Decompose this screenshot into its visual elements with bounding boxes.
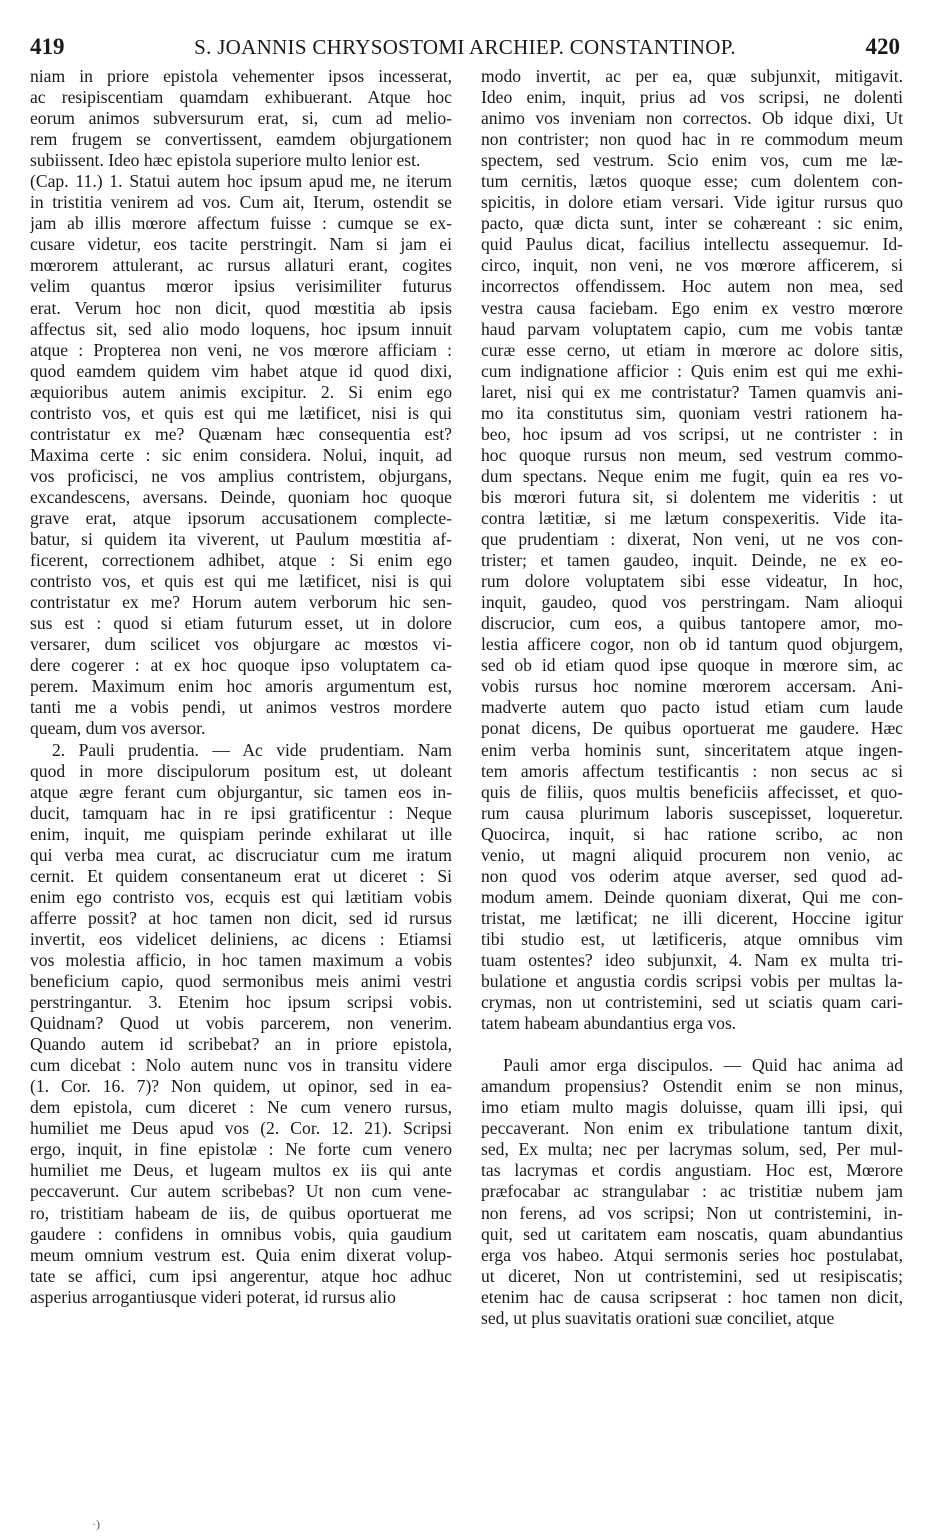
text-line: imo etiam multo magis doluisse, quam illi ipsi, qui [481, 1097, 903, 1118]
text-line: contra lætitiæ, si me lætum conspexeritis. Vide ita- [481, 507, 903, 528]
text-line: queam, dum vos aversor. [30, 718, 206, 739]
text-line: affectus sit, sed alio modo loquens, hoc ipsum innuit [30, 318, 452, 339]
text-line: curæ esse cerno, ut etiam in mœrore ac dolore sitis, [481, 339, 903, 360]
text-line: Quidnam? Quod ut vobis parcerem, non venerim. [30, 1013, 452, 1034]
text-line: tristat, me lætificat; ne illi dicerent, Hoccine igitur [481, 907, 903, 928]
running-title: S. JOANNIS CHRYSOSTOMI ARCHIEP. CONSTANTINOP. [194, 35, 736, 59]
text-line: haud parvam voluptatem capio, cum me vobis tantæ [481, 318, 903, 339]
text-line: vos molestia afficio, in hoc tamen maximum a vobis [30, 949, 452, 970]
text-line: humiliet me Deus apud vos (2. Cor. 12. 21). Scripsi [30, 1118, 452, 1139]
text-line: jam ab illis mœrore affectum fuisse : cumque se ex- [30, 213, 452, 234]
text-line: cusare videtur, eos tacite perstringit. Nam si jam ei [30, 234, 452, 255]
text-line: contristatur ex me? Horum autem verborum hic sen- [30, 592, 452, 613]
text-line: rem frugem se convertissent, eamdem objurgationem [30, 129, 452, 150]
text-line: Quocirca, inquit, si hac ratione scribo, ac non [481, 823, 903, 844]
text-line: (1. Cor. 16. 7)? Non quidem, ut opinor, sed in ea- [30, 1076, 452, 1097]
text-line: quod in more discipulorum positum est, ut doleant [30, 760, 452, 781]
text-line: spicitis, in dolore etiam versari. Vide igitur rursus quo [481, 192, 903, 213]
text-line [481, 1034, 903, 1055]
text-line: asperius arrogantiusque videri poterat, id rursus alio [30, 1286, 396, 1307]
text-line: quit, sed ut caritatem eam noscatis, quam abundantius [481, 1223, 903, 1244]
text-line: præfocabar ac strangulabar : ac tristitiæ nubem jam [481, 1181, 903, 1202]
running-header [30, 30, 900, 64]
text-line: sus est : quod si etiam futurum esset, ut in dolore [30, 613, 452, 634]
text-line: non contrister; non quod hac in re commodum meum [481, 129, 903, 150]
text-line: beo, hoc ipsum ad vos scripsi, ut ne contrister : in [481, 423, 903, 444]
text-line: mœrorem attulerant, ac rursus allaturi erant, cogites [30, 255, 452, 276]
page-number-right: 420 [865, 34, 900, 59]
text-line: humiliet me Deus, et lugeam multos ex iis qui ante [30, 1160, 452, 1181]
text-line: non quod vos oderim atque averser, sed quod ad- [481, 865, 903, 886]
text-line: tate se affici, cum ipsi angerentur, atque hoc adhuc [30, 1265, 452, 1286]
text-line: sed ob id etiam quod ipse quoque in mœrore sim, ac [481, 655, 903, 676]
text-line: contristo vos, et quis est qui me lætificet, nisi is qui [30, 402, 452, 423]
text-line: hoc quoque rursus non meum, sed vestrum commo- [481, 444, 903, 465]
text-line: quis de filiis, quos multis beneficiis affecisset, et quo- [481, 781, 903, 802]
text-line: discrucior, cum eos, a quibus tantopere amor, mo- [481, 613, 903, 634]
text-line: pacto, quæ dicta sunt, inter se cohæreant : sic enim, [481, 213, 903, 234]
text-line: sed, ut plus suavitatis orationi suæ conciliet, atque [481, 1307, 835, 1328]
text-line: dum spectans. Neque enim me fugit, quin ea res vo- [481, 465, 903, 486]
text-line: tanti me a vobis pendi, ut animos vestros mordere [30, 697, 452, 718]
text-line: perstringantur. 3. Etenim hoc ipsum scripsi vobis. [30, 992, 452, 1013]
text-line: dere cogerer : at ex hoc quoque ipso voluptatem ca- [30, 655, 452, 676]
text-line: enim ego contristo vos, ecquis est qui lætitiam vobis [30, 886, 452, 907]
text-line: contristo vos, et quis est qui me lætificet, nisi is qui [30, 571, 452, 592]
text-line: æquioribus autem animis excipitur. 2. Si enim ego [30, 381, 452, 402]
text-line: bis mœrori futura sit, si dolentem me videritis : ut [481, 486, 903, 507]
text-line: inquit, gaudeo, quod vos perstringam. Nam alioqui [481, 592, 903, 613]
text-line: atque : Propterea non veni, ne vos mœrore afficiam : [30, 339, 452, 360]
text-line: perem. Maximum enim hoc amoris argumentum est, [30, 676, 452, 697]
text-line: versarer, dum scilicet vos objurgare ac mœstos vi- [30, 634, 452, 655]
text-line: qui verba mea curat, ac discruciatur cum me iratum [30, 844, 452, 865]
text-line: etenim hac de causa scripserat : hoc tamen non dicit, [481, 1286, 903, 1307]
text-line: (Cap. 11.) 1. Statui autem hoc ipsum apud me, ne iterum [30, 171, 452, 192]
text-line: vos proficisci, ne vos amplius contristem, objurgans, [30, 465, 452, 486]
text-line: venio, ut magni aliquid procurem non venio, ac [481, 844, 903, 865]
text-line: mo ita constitutus sim, quoniam vestri rationem ha- [481, 402, 903, 423]
text-line: tum cernitis, lætos quoque esse; cum dolentem con- [481, 171, 903, 192]
text-line: Ideo enim, inquit, prius ad vos scripsi, ne dolenti [481, 87, 903, 108]
text-line: tibi studio est, ut lætificeris, atque omnibus vim [481, 928, 903, 949]
left-text-column [30, 66, 452, 1308]
text-line: tas lacrymas et cordis angustiam. Hoc est, Mœrore [481, 1160, 903, 1181]
text-line: ergo, inquit, in fine epistolæ : Ne forte cum venero [30, 1139, 452, 1160]
text-line: rum dolore voluptatem sibi esse videatur, In hoc, [481, 571, 903, 592]
text-line: niam in priore epistola vehementer ipsos incesserat, [30, 66, 452, 86]
text-line: contristatur ex me? Quænam hæc consequentia est? [30, 423, 452, 444]
text-line: atque ægre ferant cum objurgantur, sic tamen eos in- [30, 781, 452, 802]
text-line: in tristitia venirem ad vos. Cum ait, Iterum, ostendit se [30, 192, 452, 213]
text-line: modo invertit, ac per ea, quæ subjunxit, mitigavit. [481, 66, 903, 86]
text-line: excandescens, aversans. Deinde, quoniam hoc quoque [30, 486, 452, 507]
text-line: que prudentiam : dixerat, Non veni, ut ne vos con- [481, 529, 903, 550]
text-line: invertit, eos videlicet deliniens, ac dicens : Etiamsi [30, 928, 452, 949]
right-text-column [481, 66, 903, 1329]
text-line: bulatione et angustia cordis scripsi vobis per multas la- [481, 971, 903, 992]
text-line: ut diceret, Non ut contristemini, sed ut resipiscatis; [481, 1265, 903, 1286]
text-line: subiissent. Ideo hæc epistola superiore multo lenior est. [30, 150, 421, 171]
text-line: velim quantus mœror ipsius verisimiliter futurus [30, 276, 452, 297]
text-line: eorum animos subversurum erat, si, cum ad melio- [30, 108, 452, 129]
text-line: grave erat, atque ipsorum accusationem complecte- [30, 507, 452, 528]
text-line: vobis rursus hoc nomine mœrorem accersam. Ani- [481, 676, 903, 697]
text-line: animo vos inveniam non correctos. Ob idque dixi, Ut [481, 108, 903, 129]
footer-mark: ·) [92, 1517, 100, 1531]
text-line: beneficium capio, quod sermonibus meis animi vestri [30, 971, 452, 992]
text-line: spectem, sed vestrum. Scio enim vos, cum me læ- [481, 150, 903, 171]
text-line: laret, nisi qui ex me contristatur? Tamen quamvis ani- [481, 381, 903, 402]
text-line: ficerent, correctionem adhibet, atque : Si enim ego [30, 550, 452, 571]
text-line: ac resipiscentiam quamdam exhibuerant. Atque hoc [30, 87, 452, 108]
text-line: meum omnium vestrum est. Quia enim dixerat volup- [30, 1244, 452, 1265]
text-line: rum causa plurimum laboris suscepisset, loqueretur. [481, 802, 903, 823]
text-line: erat. Verum hoc non dicit, quod mœstitia ab ipsis [30, 297, 452, 318]
text-line: ponat dicens, De quibus oportuerat me gaudere. Hæc [481, 718, 903, 739]
text-line: ro, tristitiam habeam de iis, de quibus oportuerat me [30, 1202, 452, 1223]
text-line: 2. Pauli prudentia. — Ac vide prudentiam. Nam [52, 739, 452, 760]
text-line: enim, inquit, me quispiam perinde exhilarat ut ille [30, 823, 452, 844]
text-line: Maxima certe : sic enim considera. Nolui, inquit, ad [30, 444, 452, 465]
text-line: Quando autem id scribebat? an in priore epistola, [30, 1034, 452, 1055]
text-line: tem amoris affectum testificantis : non secus ac si [481, 760, 903, 781]
text-line: vestra causa faciebam. Ego enim ex vestro mœrore [481, 297, 903, 318]
text-line: Pauli amor erga discipulos. — Quid hac anima ad [503, 1055, 903, 1076]
text-line: tatem habeam abundantius erga vos. [481, 1013, 737, 1034]
text-line: non ferens, ad vos scripsi; Non ut contristemini, in- [481, 1202, 903, 1223]
text-line: peccaverant. Non enim ex tribulatione tantum dixit, [481, 1118, 903, 1139]
text-line: sed, Ex multa; nec per lacrymas solum, sed, Per mul- [481, 1139, 903, 1160]
text-line: ducit, tamquam hac in re ipsi gratificentur : Neque [30, 802, 452, 823]
text-line: cum indignatione afficior : Quis enim est qui me exhi- [481, 360, 903, 381]
text-line: enim verba hominis sunt, sinceritatem atque ingen- [481, 739, 903, 760]
text-line: trister; et tamen gaudeo, inquit. Deinde, ne ex eo- [481, 550, 903, 571]
text-line: quod eamdem quidem vim habet atque id quod dixi, [30, 360, 452, 381]
text-line: madverte autem quo pacto istud etiam cum laude [481, 697, 903, 718]
text-line: dem epistola, cum diceret : Ne cum venero rursus, [30, 1097, 452, 1118]
text-line: cernit. Et quidem consentaneum erat ut diceret : Si [30, 865, 452, 886]
text-line: crymas, non ut contristemini, sed ut sciatis quam cari- [481, 992, 903, 1013]
text-line: circo, inquit, non veni, ne vos mœrore afficerem, si [481, 255, 903, 276]
text-line: lestia afficere cogor, non ob id tantum quod objurgem, [481, 634, 903, 655]
text-line: peccaverunt. Cur autem scribebas? Ut non cum vene- [30, 1181, 452, 1202]
page-number-left: 419 [30, 34, 65, 59]
text-line: batur, si quidem ita viverent, ut Paulum mœstitia af- [30, 529, 452, 550]
text-line: tuam ostentes? ideo subjunxit, 4. Nam ex multa tri- [481, 949, 903, 970]
text-line: amandum propensius? Ostendit enim se non minus, [481, 1076, 903, 1097]
text-line: gaudere : confidens in omnibus vobis, quia gaudium [30, 1223, 452, 1244]
text-line: modum amem. Deinde quoniam dixerat, Qui me con- [481, 886, 903, 907]
text-line: quid Paulus dicat, facilius intellectu assequemur. Id- [481, 234, 903, 255]
text-line: erga vos habeo. Atqui sermonis series hoc postulabat, [481, 1244, 903, 1265]
text-line: cum dicebat : Nolo autem nunc vos in transitu videre [30, 1055, 452, 1076]
text-line: afferre possit? at hoc tamen non dicit, sed id rursus [30, 907, 452, 928]
text-line: incorrectos offendissem. Hoc autem non mea, sed [481, 276, 903, 297]
